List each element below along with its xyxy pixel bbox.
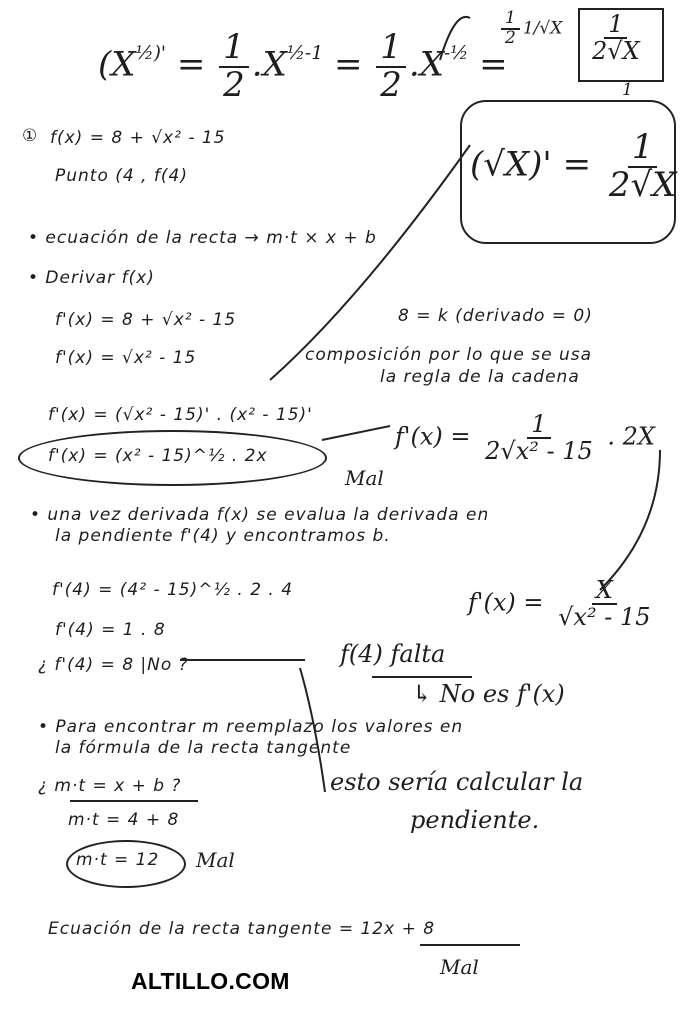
intro-eq-3: = [479, 44, 508, 85]
note-falta: f(4) falta [340, 640, 446, 668]
intro-x2: .X [408, 44, 444, 85]
arrow-to-sqrt-box [270, 145, 470, 380]
step-d3: f'(x) = (√x² - 15)' . (x² - 15)' [48, 405, 313, 425]
note-seria-2: pendiente. [410, 806, 540, 834]
intro-below-box: 1 [622, 80, 633, 100]
step-evaluate-2: la pendiente f'(4) y encontramos b. [55, 526, 391, 546]
step-m3: m·t = 12 [76, 850, 160, 870]
intro-lhs-exp: ½)' [135, 42, 167, 64]
sqrt-derivative: (√X)' = $\frac{1}{2√X}$ [470, 127, 677, 205]
arrow-to-boxed [440, 17, 470, 60]
arrow-to-correction-1 [322, 426, 390, 440]
step-e2: f'(4) = 1 . 8 [55, 620, 166, 640]
arrow-to-correction-2 [600, 450, 660, 590]
watermark: ALTILLO.COM [131, 968, 290, 994]
correction-1: f'(x) = $\frac{1}{\text{2√x² - 15}}$ . 2X [395, 410, 656, 466]
mark-mal-2: Mal [196, 848, 235, 872]
step-d2-note-1: composición por lo que se usa [305, 345, 593, 365]
intro-small-frac: $\frac{1}{2}$ 1/√X [498, 10, 562, 48]
intro-boxed-frac: $\frac{1}{2√X}$ [592, 10, 640, 66]
mark-mal-3: Mal [440, 955, 479, 979]
step-d1: f'(x) = 8 + √x² - 15 [55, 310, 237, 330]
correction-2: f'(x) = $\frac{X}{\text{√x² - 15}}$ [468, 576, 651, 632]
step-d2-note-2: la regla de la cadena [380, 367, 580, 387]
step-line-equation: • ecuación de la recta → m·t × x + b [28, 228, 377, 248]
intro-eq-1: = [176, 44, 206, 85]
step-d1-note: 8 = k (derivado = 0) [398, 306, 593, 326]
intro-x1-exp: ½-1 [286, 42, 324, 64]
step-find-m-2: la fórmula de la recta tangente [55, 738, 352, 758]
step-final: Ecuación de la recta tangente = 12x + 8 [48, 919, 436, 939]
note-seria-1: esto sería calcular la [330, 768, 584, 796]
intro-x2-exp: -½ [443, 42, 469, 64]
intro-frac-1: $\frac{1}{2}$ [219, 30, 249, 103]
step-m2: m·t = 4 + 8 [68, 810, 180, 830]
step-m1: ¿ m·t = x + b ? [38, 776, 182, 796]
step-e1: f'(4) = (4² - 15)^½ . 2 . 4 [52, 580, 294, 600]
intro-x1: .X [251, 44, 287, 85]
arrow-to-seria [300, 668, 325, 792]
problem-function: f(x) = 8 + √x² - 15 [50, 128, 226, 148]
step-d2: f'(x) = √x² - 15 [55, 348, 197, 368]
problem-point: Punto (4 , f(4) [55, 166, 188, 186]
step-derive: • Derivar f(x) [28, 268, 155, 288]
step-d4: f'(x) = (x² - 15)^½ . 2x [48, 446, 268, 466]
intro-lhs: (X [98, 44, 136, 85]
step-evaluate-1: • una vez derivada f(x) se evalua la derivada en [30, 505, 490, 525]
intro-eq-2: = [333, 44, 363, 85]
problem-number: ① [22, 126, 39, 146]
step-e3: ¿ f'(4) = 8 |No ? [38, 655, 189, 675]
mark-mal-1: Mal [345, 466, 384, 490]
step-find-m-1: • Para encontrar m reemplazo los valores en [38, 717, 464, 737]
intro-frac-2: $\frac{1}{2}$ [376, 30, 406, 103]
note-no-es: ↳ No es f'(x) [412, 680, 565, 708]
